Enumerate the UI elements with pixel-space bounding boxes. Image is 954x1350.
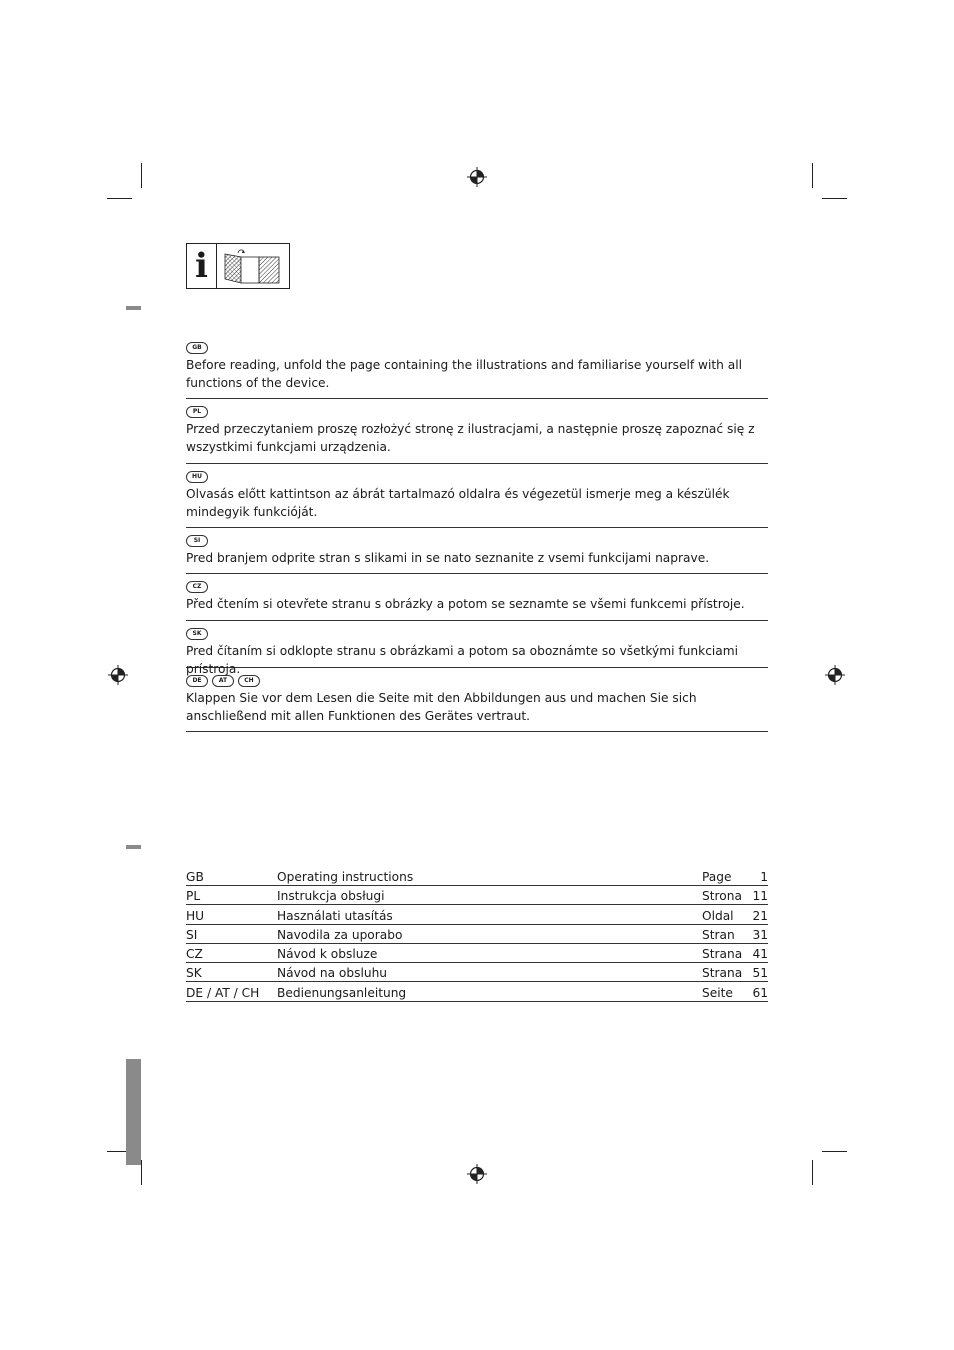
language-badge: HU: [186, 471, 208, 483]
toc-code: PL: [186, 889, 201, 904]
language-block-gb: [186, 342, 768, 399]
toc-code: SI: [186, 927, 198, 942]
toc-page-word: Page: [702, 870, 732, 884]
toc-row[interactable]: [186, 944, 768, 963]
toc-page-word: Strona: [702, 889, 742, 904]
registration-mark-icon: [467, 1164, 487, 1184]
toc-title: Návod k obsluze: [277, 947, 378, 962]
language-text: Pred branjem odprite stran s slikami in se nato seznanite z vsemi funkcijami naprave.: [186, 551, 710, 565]
toc-title: Instrukcja obsługi: [277, 889, 385, 904]
toc-code: GB: [186, 870, 204, 884]
toc-title: Navodila za uporabo: [277, 927, 403, 942]
toc-title: Használati utasítás: [277, 908, 393, 923]
language-text: Before reading, unfold the page containing the illustrations and familiarise yourself with all functions of the device.: [186, 358, 742, 390]
crop-mark-bottom-left-v: [141, 1160, 142, 1185]
toc-page-number: 21: [752, 908, 768, 923]
toc-title: Operating instructions: [277, 870, 414, 884]
toc-row[interactable]: [186, 925, 768, 944]
side-marker-top: [126, 306, 141, 310]
toc-row[interactable]: [186, 963, 768, 982]
toc-page-number: 41: [752, 947, 768, 962]
side-marker-middle: [126, 845, 141, 849]
toc-page-word: Oldal: [702, 908, 734, 923]
toc-code: SK: [186, 966, 202, 981]
toc-page-word: Strana: [702, 966, 743, 981]
info-icon: i: [187, 244, 217, 288]
registration-mark-icon: [467, 167, 487, 187]
language-badge: AT: [212, 675, 234, 687]
language-text: Klappen Sie vor dem Lesen die Seite mit den Abbildungen aus und machen Sie sich anschließend mit allen Funktionen des Gerätes vertraut.: [186, 691, 697, 723]
registration-mark-icon: [108, 665, 128, 685]
side-tab-bar: [126, 1059, 141, 1165]
language-block-de-at-ch: [186, 675, 768, 732]
language-badge: SI: [186, 535, 208, 547]
crop-mark-bottom-right-v: [812, 1160, 813, 1185]
toc-row[interactable]: [186, 982, 768, 1001]
toc-row[interactable]: [186, 866, 768, 886]
language-badge: DE: [186, 675, 208, 687]
table-of-contents: [186, 866, 768, 1002]
toc-page-number: 61: [752, 985, 768, 1000]
language-block-sk: [186, 628, 768, 676]
toc-page-word: Stran: [702, 927, 735, 942]
language-badge: GB: [186, 342, 208, 354]
language-block-pl: [186, 406, 768, 464]
language-text: Przed przeczytaniem proszę rozłożyć stronę z ilustracjami, a następnie proszę zapoznać się z wszystkimi funkcjami urządzenia.: [186, 422, 755, 454]
crop-mark-top-left-v: [141, 163, 142, 188]
toc-page-number: 1: [760, 870, 768, 884]
toc-row[interactable]: [186, 886, 768, 905]
toc-page-number: 51: [752, 966, 768, 981]
toc-row[interactable]: [186, 905, 768, 924]
toc-code: CZ: [186, 947, 203, 962]
language-badge: SK: [186, 628, 208, 640]
language-badge: CH: [238, 675, 260, 687]
unfold-page-icon: [217, 244, 289, 288]
crop-mark-top-right-v: [812, 163, 813, 188]
language-block-si: [186, 535, 768, 574]
toc-page-word: Strana: [702, 947, 743, 962]
registration-mark-icon: [825, 665, 845, 685]
toc-page-number: 31: [752, 927, 768, 942]
toc-title: Bedienungsanleitung: [277, 985, 407, 1000]
crop-mark-top-right-h: [822, 198, 847, 199]
toc-page-word: Seite: [702, 985, 733, 1000]
language-block-cz: [186, 581, 768, 621]
language-block-hu: [186, 471, 768, 528]
info-unfold-box: [186, 243, 290, 289]
crop-mark-bottom-right-h: [822, 1151, 847, 1152]
language-badge: CZ: [186, 581, 208, 593]
language-text: Před čtením si otevřete stranu s obrázky a potom se seznamte se všemi funkcemi přístroje.: [186, 597, 745, 611]
toc-title: Návod na obsluhu: [277, 966, 388, 981]
language-badge: PL: [186, 406, 208, 418]
toc-code: HU: [186, 908, 205, 923]
toc-page-number: 11: [752, 889, 768, 904]
crop-mark-top-left-h: [107, 198, 132, 199]
language-text: Pred čítaním si odklopte stranu s obrázkami a potom sa oboznámte so všetkými funkciami prístroja.: [186, 644, 739, 676]
toc-code: DE / AT / CH: [186, 985, 260, 1000]
language-text: Olvasás előtt kattintson az ábrát tartalmazó oldalra és végezetül ismerje meg a készülék mindegyik funkcióját.: [186, 487, 730, 519]
